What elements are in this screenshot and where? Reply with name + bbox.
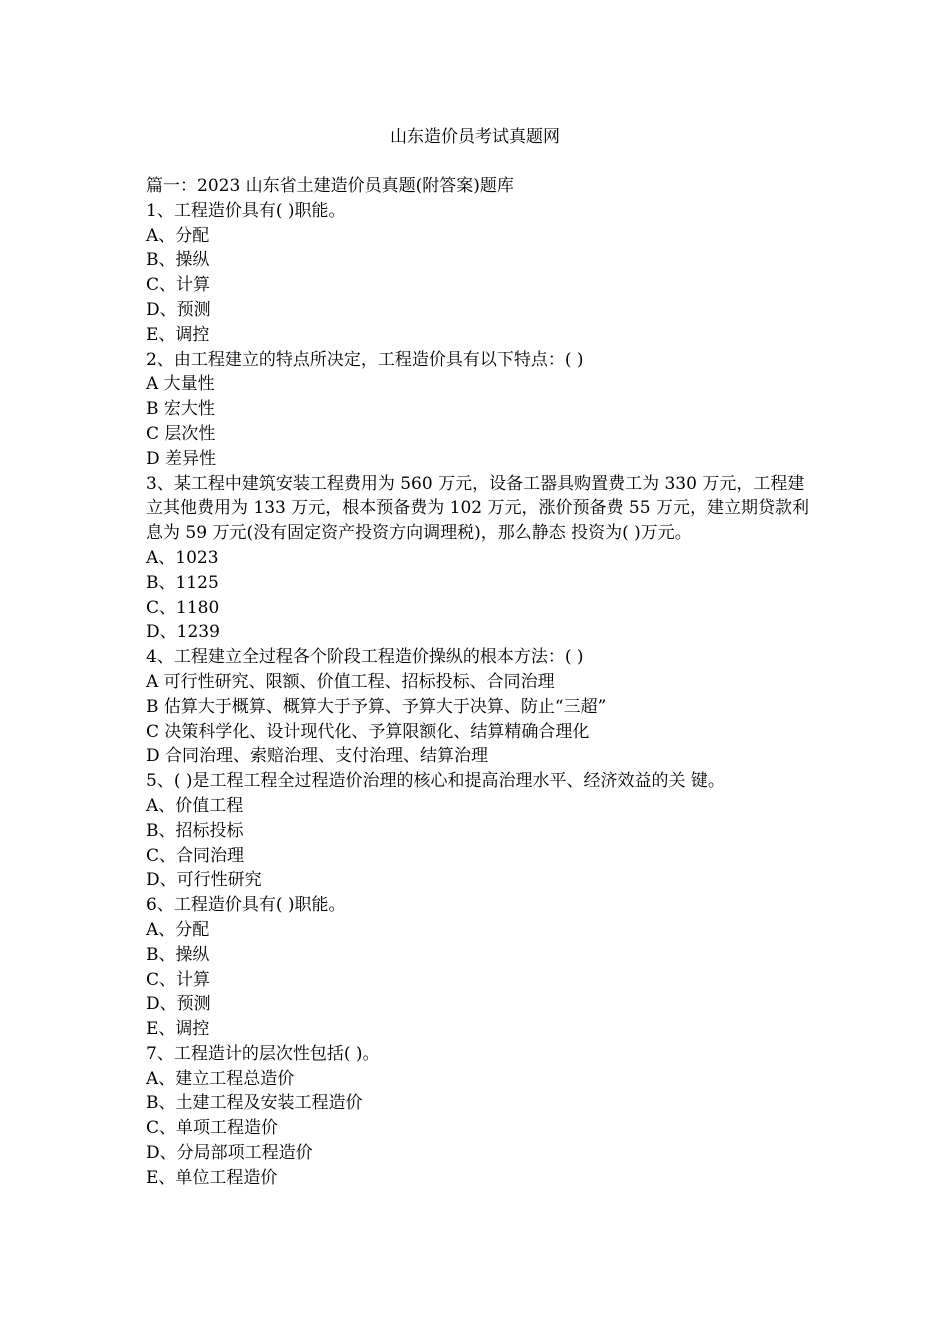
text-line: B、土建工程及安装工程造价 [146,1093,363,1114]
text-line: D、可行性研究 [146,870,262,891]
text-line: A、分配 [146,919,210,940]
text-line: 4、工程建立全过程各个阶段工程造价操纵的根本方法：( ) [146,647,584,668]
text-line: D、1239 [146,622,220,643]
text-line: B、1125 [146,572,219,593]
text-line: A、分配 [146,225,210,246]
text-line: C 层次性 [146,423,216,444]
text-line: 6、工程造价具有( )职能。 [146,895,346,916]
text-line: E、单位工程造价 [146,1167,278,1188]
text-line: B 宏大性 [146,399,215,420]
text-line: D、分局部项工程造价 [146,1143,313,1164]
text-line: C、单项工程造价 [146,1118,279,1139]
text-line: C、合同治理 [146,845,245,866]
text-line: C、计算 [146,969,211,990]
text-line: A、建立工程总造价 [146,1068,295,1089]
text-line: B 估算大于概算、概算大于予算、予算大于决算、防止“三超” [146,696,607,717]
text-line: E、调控 [146,324,210,345]
text-line: A 大量性 [146,374,215,395]
text-line: D、预测 [146,299,211,320]
text-line: E、调控 [146,1019,210,1040]
text-line: 2、由工程建立的特点所决定，工程造价具有以下特点：( ) [146,349,584,370]
text-line: B、操纵 [146,250,210,271]
question-3-paragraph: 3、某工程中建筑安装工程费用为 560 万元，设备工器具购置费工为 330 万元，工程建立其他费用为 133 万元，根本预备费为 102 万元，涨价预备费 55 万元，建立期贷款利息为 59 万元(没有固定资产投资方向调理税)，那么静态 投资为( )万元。 [146,473,809,544]
document-title: 山东造价员考试真题网 [390,127,560,147]
text-line: C、计算 [146,275,211,296]
text-line: 5、( )是工程工程全过程造价治理的核心和提高治理水平、经济效益的关 键。 [146,771,725,792]
text-line: D 合同治理、索赔治理、支付治理、结算治理 [146,746,489,767]
text-line: A、价值工程 [146,795,244,816]
text-line: B、招标投标 [146,820,244,841]
text-line: D 差异性 [146,448,217,469]
text-line: 1、工程造价具有( )职能。 [146,200,346,221]
text-line: 7、工程造计的层次性包括( )。 [146,1043,380,1064]
section-heading: 篇一：2023 山东省土建造价员真题(附答案)题库 [146,176,514,196]
text-line: C 决策科学化、设计现代化、予算限额化、结算精确合理化 [146,721,590,742]
document-body [146,174,816,1191]
text-line: D、预测 [146,994,211,1015]
text-line: B、操纵 [146,944,210,965]
text-line: A 可行性研究、限额、价值工程、招标投标、合同治理 [146,671,555,692]
text-line: A、1023 [146,547,219,568]
text-line: C、1180 [146,597,220,618]
